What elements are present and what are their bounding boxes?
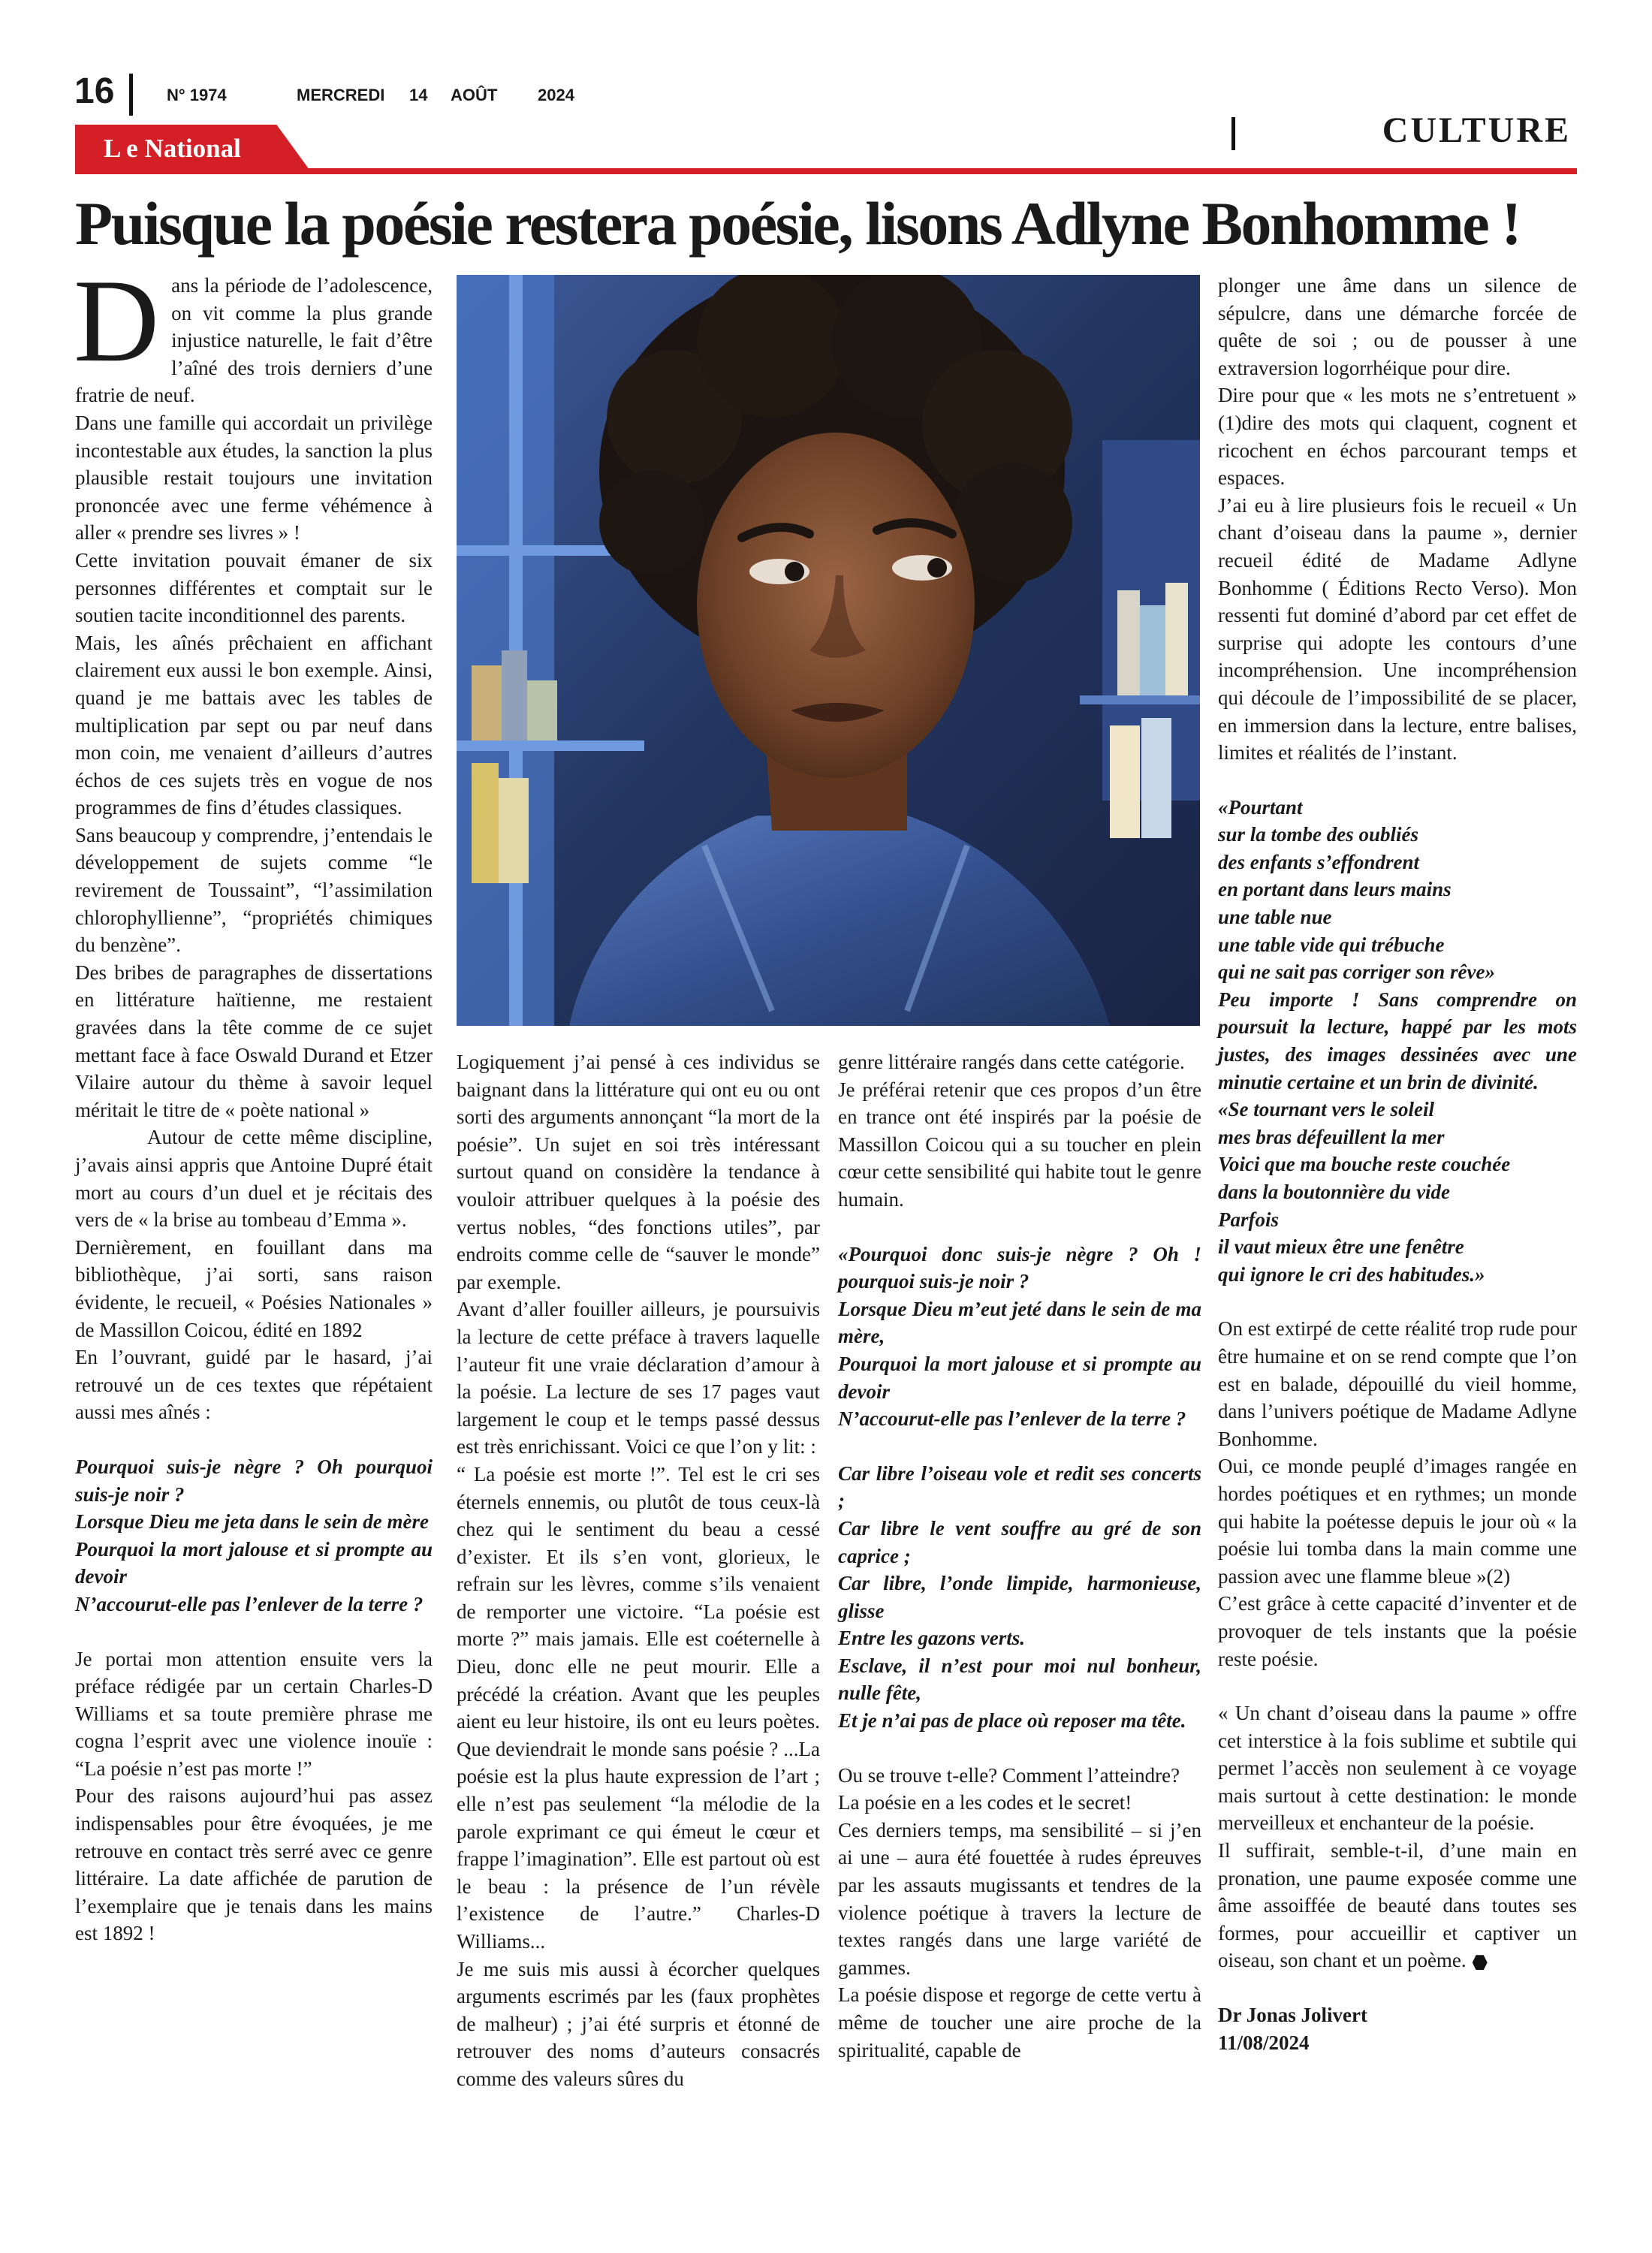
- paragraph: Dire pour que « les mots ne s’entretuent » (1)dire des mots qui claquent, cognent et ricochent en échos parcourant temps et espaces.: [1218, 384, 1577, 490]
- author-date: 11/08/2024: [1218, 2031, 1310, 2054]
- paragraph: Je portai mon attention ensuite vers la préface rédigée par un certain Charles-D Williams et sa toute première phrase me cogna l’esprit avec une violence inouïe : “La poésie n’est pas morte !”: [75, 1647, 433, 1780]
- verse-paragraph: Peu importe ! Sans comprendre on poursuit la lecture, happé par les mots justes, des images dessinées avec une minutie certaine et un brin de divinité.: [1218, 988, 1577, 1093]
- paragraph: Des bribes de paragraphes de dissertations en littérature haïtienne, me restaient gravées dans la tête comme de ce sujet mettant face à face Oswald Durand et Etzer Vilaire autour du thème à savoir lequel méritait le titre de « poète national »: [75, 961, 433, 1121]
- verse-line: N’accourut-elle pas l’enlever de la terre ?: [838, 1407, 1186, 1431]
- issue-month: AOÛT: [451, 86, 498, 104]
- portrait-illustration: [457, 275, 1200, 1026]
- paragraph: C’est grâce à cette capacité d’inventer et de provoquer de tels instants que la poésie reste poésie.: [1218, 1592, 1577, 1670]
- paragraph: plonger une âme dans un silence de sépulcre, dans une démarche forcée de quête de soi ; ou de pousser à une extraversion logorrhéique pour dire.: [1218, 274, 1577, 379]
- verse-line: N’accourut-elle pas l’enlever de la terre ?: [75, 1592, 424, 1615]
- drop-cap: D: [74, 255, 160, 387]
- paragraph: J’ai eu à lire plusieurs fois le recueil « Un chant d’oiseau dans la paume », dernier recueil édité de Madame Adlyne Bonhomme ( Éditions Recto Verso). Mon ressenti fut dominé d’abord par cet effet de surprise qui adopte les contours d’une incompréhension. Une incompréhension qui découle de l’impossibilité de se placer, en immersion dans la lecture, entre balises, limites et réalités de l’instant.: [1218, 493, 1577, 765]
- paragraph: « Un chant d’oiseau dans la paume » offre cet interstice à la fois sublime et subtile qui permet l’accès non seulement à ce voyage mais surtout à cette destination: le monde merveilleux et enchanteur de la poésie.: [1218, 1702, 1577, 1835]
- paragraph: genre littéraire rangés dans cette catégorie.: [838, 1051, 1185, 1073]
- verse-line: Car libre l’oiseau vole et redit ses concerts ;: [838, 1461, 1201, 1513]
- paragraph: Oui, ce monde peuplé d’images rangée en hordes poétiques et en rythmes; un monde qui habite la poétesse depuis le jour où « la poésie lui tomba dans la main comme une passion avec une flamme bleue »(2): [1218, 1455, 1577, 1588]
- verse-line: «Pourquoi donc suis-je nègre ? Oh ! pourquoi suis-je noir ?: [838, 1242, 1201, 1293]
- verse-line: en portant dans leurs mains: [1218, 878, 1452, 901]
- verse-line: dans la boutonnière du vide: [1218, 1181, 1451, 1203]
- section-divider: [1231, 117, 1235, 150]
- issue-number: N° 1974: [167, 86, 227, 104]
- issue-year: 2024: [538, 86, 574, 104]
- paragraph: Autour de cette même discipline, j’avais ainsi appris que Antoine Dupré était mort au cours d’un duel et je récitais des vers de « la brise au tombeau d’Emma ».: [75, 1126, 433, 1232]
- paragraph: Je me suis mis aussi à écorcher quelques arguments escrimés par les (faux prophètes de malheur) ; j’ai été surpris et étonné de retrouver des noms d’auteurs consacrés comme des valeurs sûres du: [457, 1957, 820, 2090]
- article-column-1: [74, 255, 433, 1947]
- article-headline: Puisque la poésie restera poésie, lisons Adlyne Bonhomme !: [75, 189, 1521, 258]
- verse-line: mes bras défeuillent la mer: [1218, 1125, 1445, 1148]
- verse-line: Et je n’ai pas de place où reposer ma tête.: [838, 1709, 1186, 1733]
- verse-line: Esclave, il n’est pour moi nul bonheur, nulle fête,: [838, 1654, 1201, 1705]
- verse-line: Pourquoi suis-je nègre ? Oh pourquoi suis-je noir ?: [75, 1455, 433, 1506]
- issue-day: MERCREDI: [297, 86, 385, 104]
- paragraph: Ces derniers temps, ma sensibilité – si j’en ai une – aura été fouettée à rudes épreuves par les assauts mugissants et tendres de la violence poétique à travers la lecture de textes rangés dans une large variété de gammes.: [838, 1818, 1201, 1979]
- verse-line: qui ne sait pas corriger son rêve»: [1218, 961, 1496, 984]
- paragraph: Sans beaucoup y comprendre, j’entendais le développement de sujets comme “le revirement de Toussaint”, “l’assimilation chlorophyllienne”, “propriétés chimiques du benzène”.: [75, 823, 433, 957]
- paragraph: Mais, les aînés prêchaient en affichant clairement eux aussi le bon exemple. Ainsi, quand je me battais avec les tables de multiplication par sept ou par neuf dans mon coin, me venaient d’ailleurs d’autres échos de ces sujets très en vogue de nos programmes de fins d’études classiques.: [75, 631, 433, 819]
- paragraph: Pour des raisons aujourd’hui pas assez indispensables pour être évoquées, je me retrouve en contact très serré avec ce genre littéraire. La date affichée de parution de l’exemplaire que je tenais dans les mains est 1892 !: [75, 1784, 433, 1945]
- issue-date-number: 14: [409, 86, 428, 104]
- article-column-2: [457, 1048, 820, 2093]
- author-name: Dr Jonas Jolivert: [1218, 2004, 1367, 2027]
- paragraph: Avant d’aller fouiller ailleurs, je poursuivis la lecture de cette préface à travers laquelle l’auteur fit une vraie déclaration d’amour à la poésie. La lecture de ses 17 pages vaut largement le coup et le temps passé dessus est très enrichissant. Voici ce que l’on y lit: :: [457, 1298, 820, 1458]
- page-number-divider: [129, 74, 133, 116]
- verse-line: des enfants s’effondrent: [1218, 850, 1420, 873]
- verse-line: Pourquoi la mort jalouse et si prompte au devoir: [838, 1352, 1201, 1403]
- verse-line: il vaut mieux être une fenêtre: [1218, 1235, 1464, 1259]
- verse-line: Entre les gazons verts.: [838, 1627, 1026, 1650]
- verse-line: Voici que ma bouche reste couchée: [1218, 1153, 1511, 1176]
- verse-line: Lorsque Dieu me jeta dans le sein de mère: [75, 1510, 429, 1534]
- article-column-4: [1218, 272, 1577, 2056]
- paragraph: Logiquement j’ai pensé à ces individus se baignant dans la littérature qui ont eu ou ont sorti des arguments annonçant “la mort de la poésie”. Un sujet en soi très intéressant surtout quand on considère la tendance à vouloir attribuer quelques à la poésie des vertus nobles, “des fonctions utiles”, par endroits comme celle de “sauver le monde” par exemple.: [457, 1051, 820, 1293]
- verse-line: Parfois: [1218, 1208, 1279, 1231]
- newspaper-brand: L e National: [104, 134, 241, 163]
- paragraph: La poésie dispose et regorge de cette vertu à même de toucher une aire proche de la spiritualité, capable de: [838, 1983, 1201, 2061]
- verse-line: Car libre, l’onde limpide, harmonieuse, glisse: [838, 1572, 1201, 1622]
- verse-line: une table vide qui trébuche: [1218, 933, 1445, 956]
- quotation: “ La poésie est morte !”. Tel est le cri ses éternels ennemis, ou plutôt de tous ceux-là chez qui le sentiment du beau a cessé d’exister. Et ils s’en vont, glorieux, le refrain sur les lèvres, comme s’ils venaient de remporter une victoire. “La poésie est morte ?” mais jamais. Elle est coéternelle à Dieu, donc elle ne peut mourir. Elle a précédé la création. Avant que les peuples aient eu leur histoire, ils ont eu leurs poètes. Que deviendrait le monde sans poésie ? ...La poésie est la plus haute expression de l’art ; elle n’est pas seulement “la mélodie de la parole exprimant ce qui émeut le cœur et frappe l’imagination”. Elle est partout où est le beau : la présence de l’un révèle l’existence de l’autre.” Charles-D Williams...: [457, 1462, 820, 1953]
- section-label: CULTURE: [1382, 110, 1571, 150]
- page-number: 16: [74, 71, 115, 111]
- verse-line: Lorsque Dieu m’eut jeté dans le sein de ma mère,: [838, 1297, 1201, 1348]
- verse-line: qui ignore le cri des habitudes.»: [1218, 1262, 1485, 1286]
- portrait-photo: [457, 275, 1200, 1026]
- paragraph: Cette invitation pouvait émaner de six personnes différentes et comptait sur le soutien tacite inconditionnel des parents.: [75, 548, 433, 627]
- paragraph: On est extirpé de cette réalité trop rude pour être humaine et on se rend compte que l’on est en balade, dépouillé du vieil homme, dans l’univers poétique de Madame Adlyne Bonhomme.: [1218, 1317, 1577, 1450]
- paragraph: Je préférai retenir que ces propos d’un être en trance ont été inspirés par la poésie de Massillon Coicou qui a su toucher en plein cœur cette sensibilité qui habite tout le genre humain.: [838, 1078, 1201, 1211]
- verse-line: une table nue: [1218, 906, 1332, 929]
- closing-paragraph: Il suffirait, semble-t-il, d’une main en pronation, une paume exposée comme une âme assoiffée de beauté dans toutes ses formes, pour accueillir et captiver un oiseau, son chant et un poème.: [1218, 1839, 1577, 1972]
- paragraph: La poésie en a les codes et le secret!: [838, 1791, 1132, 1814]
- verse-line: Car libre le vent souffre au gré de son caprice ;: [838, 1516, 1201, 1567]
- verse-line: sur la tombe des oubliés: [1218, 823, 1419, 846]
- intro-paragraph: Dans la période de l’adolescence, on vit comme la plus grande injustice naturelle, le fait d’être l’aîné des trois derniers d’une fratrie de neuf.: [74, 255, 433, 407]
- verse-line: «Pourtant: [1218, 795, 1303, 819]
- paragraph: En l’ouvrant, guidé par le hasard, j’ai retrouvé un de ces textes que répétaient aussi mes aînés :: [75, 1346, 433, 1424]
- article-column-3: [838, 1048, 1201, 2064]
- paragraph: Ou se trouve t-elle? Comment l’atteindre?: [838, 1763, 1180, 1787]
- verse-line: «Se tournant vers le soleil: [1218, 1098, 1435, 1121]
- header-rule: [75, 168, 1577, 174]
- paragraph: Dans une famille qui accordait un privilège incontestable aux études, la sanction la plus plausible restait toujours une invitation prononcée avec une ferme véhémence à aller « prendre ses livres » !: [75, 411, 433, 544]
- paragraph: Dernièrement, en fouillant dans ma bibliothèque, j’ai sorti, sans raison évidente, le recueil, « Poésies Nationales » de Massillon Coicou, édité en 1892: [75, 1235, 433, 1341]
- verse-line: Pourquoi la mort jalouse et si prompte au devoir: [75, 1537, 433, 1588]
- end-mark-icon: [1473, 1955, 1488, 1970]
